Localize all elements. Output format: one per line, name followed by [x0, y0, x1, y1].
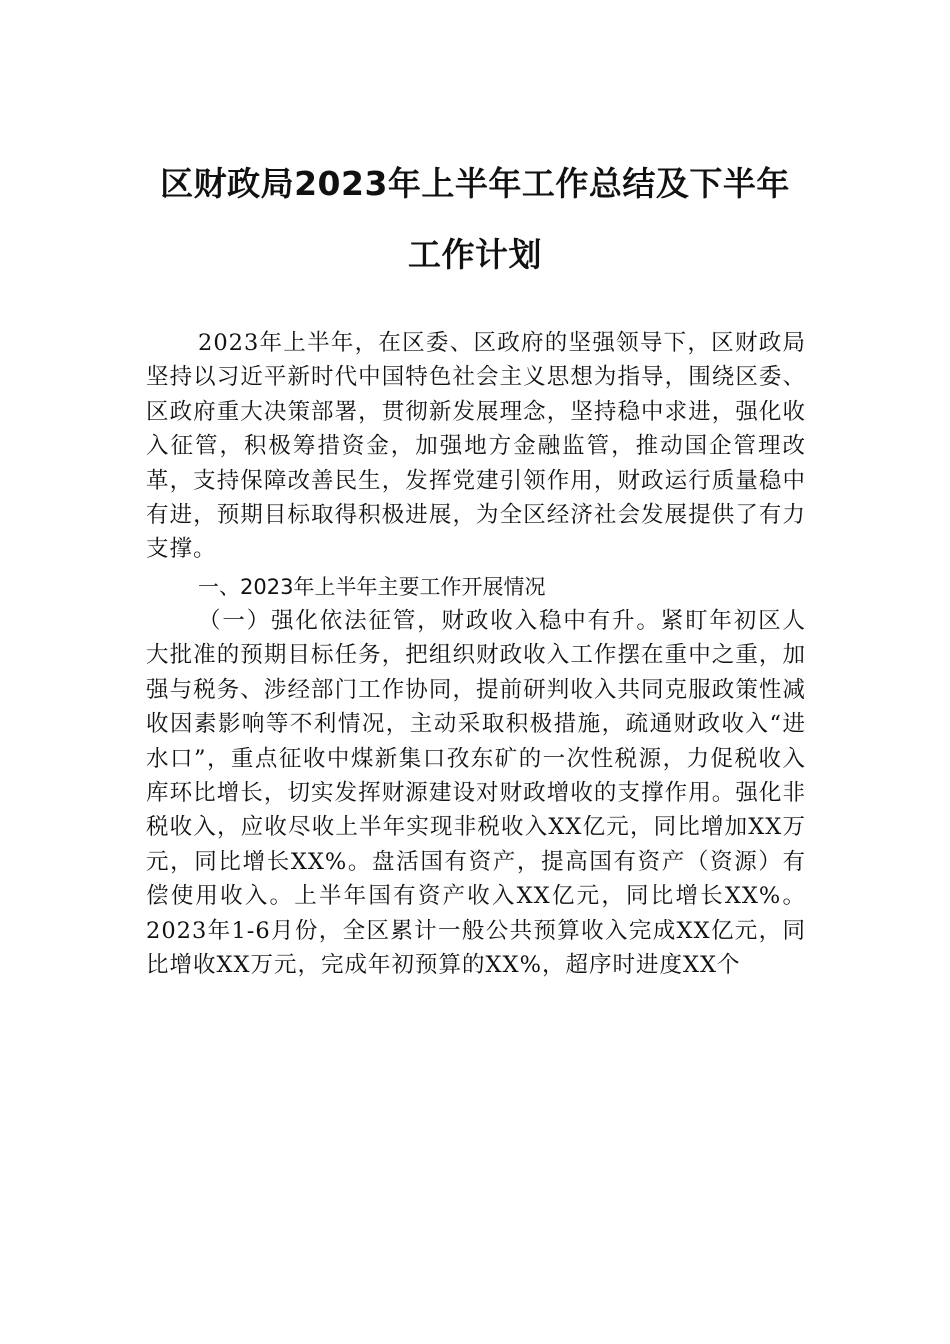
intro-paragraph: 2023年上半年，在区委、区政府的坚强领导下，区财政局坚持以习近平新时代中国特色社会主义思想为指导，围绕区委、区政府重大决策部署，贯彻新发展理念，坚持稳中求进，强化收入征管，积极筹措资金，加强地方金融监管，推动国企管理改革，支持保障改善民生，发挥党建引领作用，财政运行质量稳中有进，预期目标取得积极进展，为全区经济社会发展提供了有力支撑。 [146, 330, 806, 563]
document-title-line1: 区财政局2023年上半年工作总结及下半年 [160, 164, 790, 203]
document-title-line2: 工作计划 [408, 235, 542, 274]
section-paragraph: （一）强化依法征管，财政收入稳中有升。紧盯年初区人大批准的预期目标任务，把组织财政收入工作摆在重中之重，加强与税务、涉经部门工作协同，提前研判收入共同克服政策性减收因素影响等不利情况，主动采取积极措施，疏通财政收入“进水口”，重点征收中煤新集口孜东矿的一次性税源，力促税收入库环比增长，切实发挥财源建设对财政增收的支撑作用。强化非税收入，应收尽收上半年实现非税收入XX亿元，同比增加XX万元，同比增长XX%。盘活国有资产，提高国有资产（资源）有偿使用收入。上半年国有资产收入XX亿元，同比增长XX%。2023年1-6月份，全区累计一般公共预算收入完成XX亿元，同比增收XX万元，完成年初预算的XX%，超序时进度XX个 [146, 608, 806, 979]
section-heading: 一、2023年上半年主要工作开展情况 [198, 575, 546, 599]
